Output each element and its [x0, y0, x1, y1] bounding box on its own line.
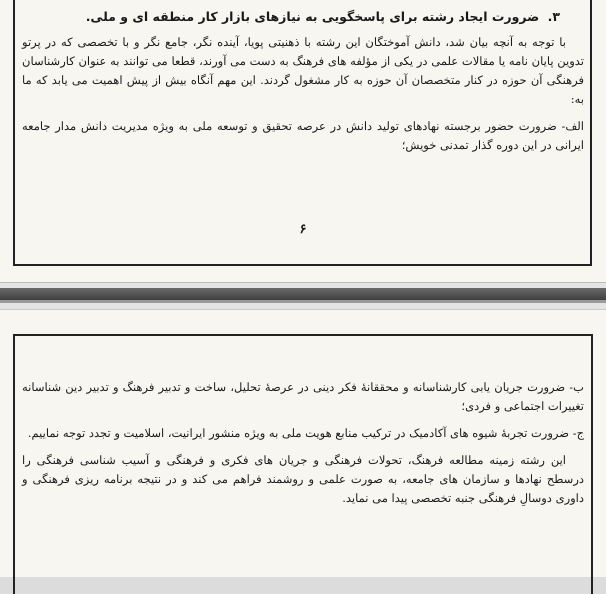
bottom-page-content: [22, 378, 584, 516]
scan-divider-band: [0, 288, 606, 300]
top-page-content: [22, 6, 584, 163]
section-heading: [22, 6, 584, 28]
list-item-jim: ج- ضرورت تجربهٔ شیوه های آکادمیک در ترکیب منابع هویت ملی به ویژه منشور ایرانیت، اسلامیت و تجدد توجه نماییم.: [27, 426, 584, 440]
bottom-page: [0, 309, 606, 577]
body-paragraph: با توجه به آنچه بیان شد، دانش آموختگان این رشته با ذهنیتی پویا، آینده نگر، جامع نگر و با تخصصی که در پرتو تدوین پایان نامه یا مقالات علمی در یکی از مؤلفه های فرهنگ به دست می آورند، قطعا می توانند به عنوان کارشناسان فرهنگی آن حوزه در کنار متخصصان آن حوزه به کار مشغول گردند. این مهم آنگاه بیش از پیش اهمیت می یابد که ما به:: [22, 35, 584, 106]
section-heading-text: ضرورت ایجاد رشته برای پاسخگویی به نیازهای بازار کار منطقه ای و ملی.: [85, 9, 540, 24]
list-item-alef: الف- ضرورت حضور برجسته نهادهای تولید دانش در عرصه تحقیق و توسعه ملی به ویژه مدیریت دانش مدار جامعه ایرانی در این دوره گذار تمدنی خویش؛: [22, 119, 584, 152]
page-number: ۶: [299, 222, 307, 237]
body-paragraph: این رشته زمینه مطالعه فرهنگ، تحولات فرهنگی و جریان های فکری و فرهنگی و آسیب شناسی فرهنگی را درسطح نهادها و سازمان های جامعه، به صورت علمی و روشمند فراهم می کند و در نتیجه برنامه ریزی فرهنگی و داوری دوسالِ فرهنگی جنبه تخصصی پیدا می نماید.: [22, 453, 584, 505]
list-item-be: ب- ضرورت جریان یابی کارشناسانه و محققانهٔ فکر دینی در عرصهٔ تحلیل، ساخت و تدبیر فرهنگ و تدبیر دین شناسانه تغییرات اجتماعی و فردی؛: [22, 380, 584, 413]
top-page: [0, 0, 606, 283]
section-heading-number: ۳.: [547, 9, 560, 24]
